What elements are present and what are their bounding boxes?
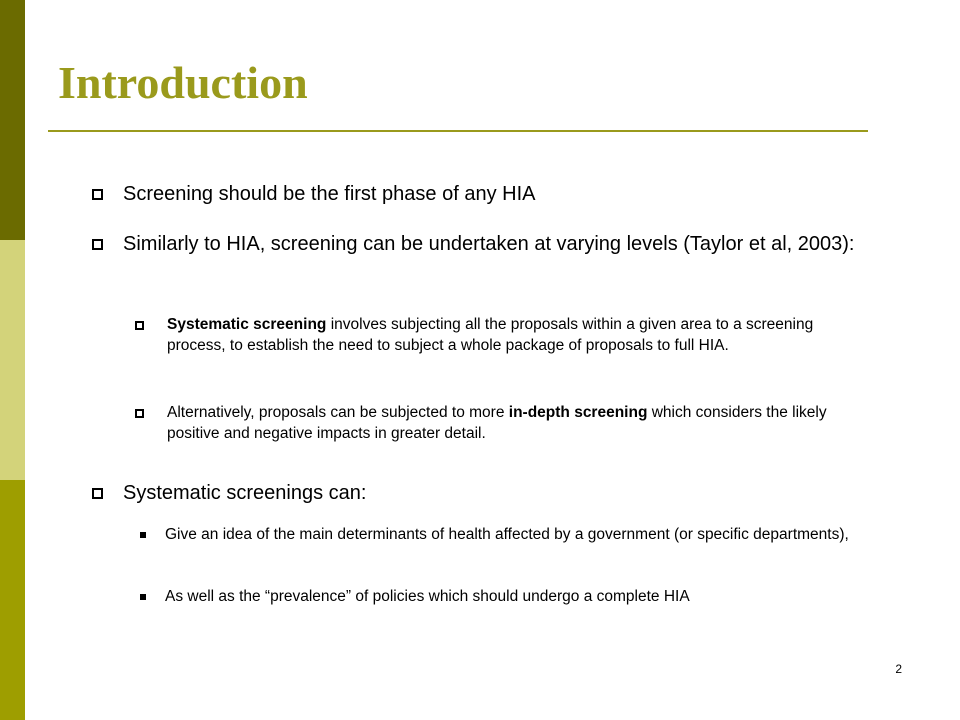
bold-term: in-depth screening bbox=[508, 404, 648, 421]
hollow-square-bullet-icon bbox=[135, 409, 144, 418]
filled-square-bullet-icon bbox=[140, 532, 146, 538]
filled-square-bullet-icon bbox=[140, 594, 146, 600]
bullet-item bbox=[92, 181, 872, 207]
bullet-item bbox=[92, 480, 862, 506]
title-underline bbox=[48, 130, 868, 132]
bullet-text: Systematic screenings can: bbox=[123, 482, 367, 504]
sub-bullet-text bbox=[167, 402, 865, 444]
hollow-square-bullet-icon bbox=[92, 488, 103, 499]
sub-bullet-item bbox=[135, 314, 855, 356]
sub-bullet-item bbox=[140, 524, 870, 545]
sub-bullet-text bbox=[167, 314, 855, 356]
sub-bullet-text: As well as the “prevalence” of policies which should undergo a complete HIA bbox=[165, 588, 690, 605]
sub-bullet-item bbox=[135, 402, 865, 444]
bullet-text: Similarly to HIA, screening can be undertaken at varying levels (Taylor et al, 2003): bbox=[123, 233, 855, 255]
sidebar-accent-top bbox=[0, 0, 25, 240]
sub-bullet-text: Give an idea of the main determinants of health affected by a government (or specific departments), bbox=[165, 526, 849, 543]
slide-title: Introduction bbox=[58, 57, 308, 108]
sidebar-accent-middle bbox=[0, 240, 25, 480]
hollow-square-bullet-icon bbox=[135, 321, 144, 330]
sub-bullet-text-post: which considers the likely positive and negative impacts in greater detail. bbox=[167, 404, 827, 442]
bullet-text: Screening should be the first phase of any HIA bbox=[123, 183, 536, 205]
sub-bullet-text-pre: Alternatively, proposals can be subjected to more bbox=[167, 404, 509, 421]
bold-term: Systematic screening bbox=[167, 316, 327, 333]
hollow-square-bullet-icon bbox=[92, 239, 103, 250]
sub-bullet-text-rest: involves subjecting all the proposals within a given area to a screening process, to establish the need to subject a whole package of proposals to full HIA. bbox=[167, 316, 814, 354]
bullet-item bbox=[92, 231, 862, 257]
sidebar-accent-bottom bbox=[0, 480, 25, 720]
hollow-square-bullet-icon bbox=[92, 189, 103, 200]
page-number: 2 bbox=[895, 662, 902, 676]
sub-bullet-item bbox=[140, 586, 870, 607]
